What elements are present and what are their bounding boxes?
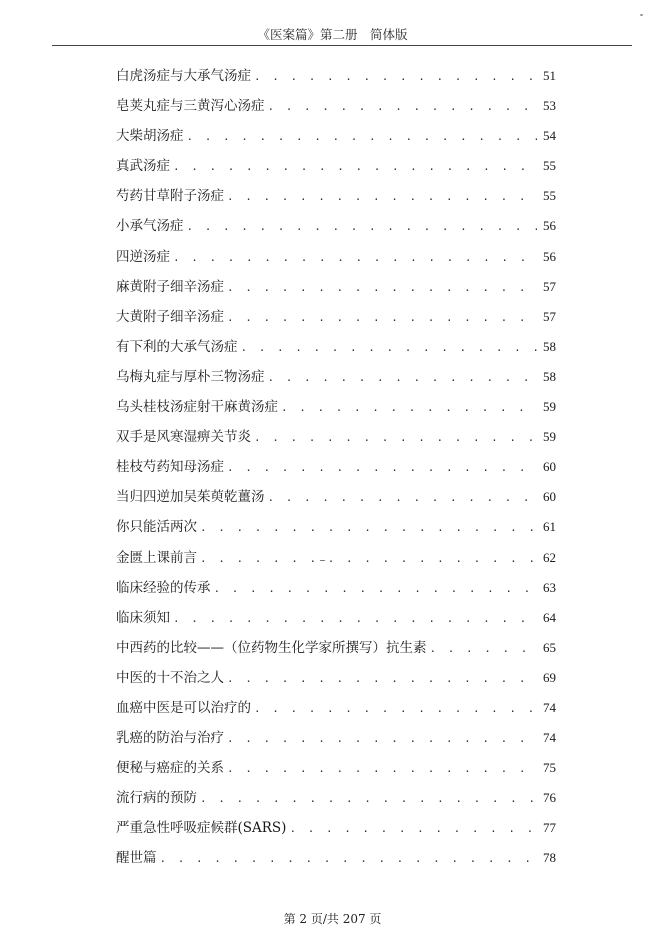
toc-entry-title: 金匮上课前言 xyxy=(116,549,197,566)
toc-entry-page-number: 54 xyxy=(543,128,556,144)
toc-dot-leader xyxy=(268,100,538,113)
toc-dot-leader xyxy=(187,130,538,143)
toc-entry-title: 临床须知 xyxy=(116,609,170,626)
toc-entry-title: 乌梅丸症与厚朴三物汤症 xyxy=(116,368,265,385)
toc-entry-page-number: 74 xyxy=(543,699,556,715)
toc-entry[interactable] xyxy=(116,184,556,214)
toc-entry-title: 当归四逆加吴茱萸乾薑汤 xyxy=(116,489,265,506)
toc-entry-page-number: 76 xyxy=(543,790,556,806)
toc-entry-title: 有下利的大承气汤症 xyxy=(116,338,238,355)
toc-entry[interactable] xyxy=(116,846,556,876)
toc-entry-title: 中西药的比较——（位药物生化学家所撰写）抗生素 xyxy=(116,639,427,656)
toc-entry[interactable] xyxy=(116,546,556,576)
toc-entry-page-number: 55 xyxy=(543,188,556,204)
toc-entry[interactable] xyxy=(116,726,556,756)
toc-dot-leader xyxy=(241,341,538,354)
toc-entry-page-number: 65 xyxy=(543,639,556,655)
toc-dot-leader xyxy=(268,371,538,384)
toc-entry-title: 醒世篇 xyxy=(116,850,157,867)
toc-entry-title: 芍药甘草附子汤症 xyxy=(116,188,224,205)
toc-entry-title: 严重急性呼吸症候群(SARS) xyxy=(116,820,287,837)
toc-dot-leader xyxy=(227,461,537,474)
toc-entry-title: 大柴胡汤症 xyxy=(116,128,184,145)
toc-dot-leader xyxy=(173,251,537,264)
toc-entry[interactable] xyxy=(116,816,556,846)
toc-entry-title: 流行病的预防 xyxy=(116,790,197,807)
toc-dot-leader xyxy=(173,160,537,173)
toc-dot-leader xyxy=(200,552,537,565)
toc-entry[interactable] xyxy=(116,455,556,485)
toc-entry-page-number: 69 xyxy=(543,669,556,685)
toc-entry-page-number: 56 xyxy=(543,218,556,234)
toc-entry-title: 大黄附子细辛汤症 xyxy=(116,308,224,325)
toc-entry-page-number: 57 xyxy=(543,308,556,324)
toc-entry-page-number: 78 xyxy=(543,850,556,866)
toc-entry[interactable] xyxy=(116,666,556,696)
toc-entry-page-number: 75 xyxy=(543,760,556,776)
toc-dot-leader xyxy=(214,582,538,595)
toc-entry[interactable] xyxy=(116,214,556,244)
toc-entry-title: 临床经验的传承 xyxy=(116,579,211,596)
toc-entry-title: 四逆汤症 xyxy=(116,248,170,265)
page-footer: 第 2 页/共 207 页 xyxy=(283,912,382,926)
toc-entry-page-number: 63 xyxy=(543,579,556,595)
toc-entry[interactable] xyxy=(116,305,556,335)
toc-entry[interactable] xyxy=(116,425,556,455)
toc-dot-leader xyxy=(268,491,538,504)
toc-entry[interactable] xyxy=(116,606,556,636)
toc-entry-title: 乌头桂枝汤症射干麻黄汤症 xyxy=(116,399,278,416)
toc-entry-page-number: 74 xyxy=(543,730,556,746)
toc-dot-leader xyxy=(227,190,537,203)
toc-entry-title: 白虎汤症与大承气汤症 xyxy=(116,68,251,84)
toc-dot-leader xyxy=(227,732,537,745)
toc-entry-page-number: 53 xyxy=(543,98,556,114)
toc-entry-title: 桂枝芍药知母汤症 xyxy=(116,459,224,476)
toc-dot-leader xyxy=(254,702,537,715)
toc-dot-leader xyxy=(227,672,537,685)
toc-entry-page-number: 55 xyxy=(543,158,556,174)
toc-dot-leader xyxy=(227,281,537,294)
toc-entry[interactable] xyxy=(116,124,556,154)
toc-entry-title: 皂荚丸症与三黄泻心汤症 xyxy=(116,98,265,115)
toc-entry[interactable] xyxy=(116,275,556,305)
toc-dot-leader xyxy=(187,220,538,233)
toc-entry-title: 血癌中医是可以治疗的 xyxy=(116,699,251,716)
toc-entry-title: 乳癌的防治与治疗 xyxy=(116,730,224,747)
toc-entry[interactable] xyxy=(116,154,556,184)
toc-entry-title: 真武汤症 xyxy=(116,158,170,175)
toc-entry[interactable] xyxy=(116,485,556,515)
scan-speck xyxy=(320,560,325,561)
toc-dot-leader xyxy=(173,612,537,625)
toc-entry-title: 便秘与癌症的关系 xyxy=(116,760,224,777)
toc-entry-title: 双手是风寒湿痹关节炎 xyxy=(116,429,251,446)
toc-entry[interactable] xyxy=(116,395,556,425)
toc-entry[interactable] xyxy=(116,245,556,275)
toc-dot-leader xyxy=(281,401,537,414)
toc-dot-leader xyxy=(289,822,537,835)
toc-dot-leader xyxy=(227,762,537,775)
table-of-contents xyxy=(116,64,556,877)
toc-entry[interactable] xyxy=(116,515,556,545)
toc-entry-page-number: 60 xyxy=(543,459,556,475)
toc-entry[interactable] xyxy=(116,696,556,726)
header-divider xyxy=(52,45,632,46)
scan-speck xyxy=(640,14,643,16)
toc-entry-page-number: 56 xyxy=(543,248,556,264)
toc-dot-leader xyxy=(430,642,538,655)
toc-entry-page-number: 58 xyxy=(543,338,556,354)
toc-dot-leader xyxy=(227,311,537,324)
toc-dot-leader xyxy=(254,70,537,83)
toc-entry-title: 你只能活两次 xyxy=(116,519,197,536)
toc-dot-leader xyxy=(160,852,538,865)
toc-entry[interactable] xyxy=(116,64,556,94)
toc-entry-page-number: 51 xyxy=(543,68,556,83)
toc-entry-title: 小承气汤症 xyxy=(116,218,184,235)
toc-entry[interactable] xyxy=(116,636,556,666)
toc-entry-page-number: 77 xyxy=(543,820,556,836)
toc-dot-leader xyxy=(200,521,537,534)
toc-entry-page-number: 60 xyxy=(543,489,556,505)
toc-entry[interactable] xyxy=(116,576,556,606)
toc-entry-title: 麻黄附子细辛汤症 xyxy=(116,278,224,295)
toc-entry-page-number: 58 xyxy=(543,368,556,384)
toc-dot-leader xyxy=(200,792,537,805)
toc-entry[interactable] xyxy=(116,335,556,365)
toc-dot-leader xyxy=(254,431,537,444)
toc-entry[interactable] xyxy=(116,94,556,124)
toc-entry-page-number: 57 xyxy=(543,278,556,294)
toc-entry-page-number: 64 xyxy=(543,609,556,625)
toc-entry-title: 中医的十不治之人 xyxy=(116,669,224,686)
toc-entry-page-number: 59 xyxy=(543,399,556,415)
toc-entry-page-number: 61 xyxy=(543,519,556,535)
toc-entry[interactable] xyxy=(116,786,556,816)
toc-entry-page-number: 62 xyxy=(543,549,556,565)
toc-entry[interactable] xyxy=(116,756,556,786)
running-header: 《医案篇》第二册 简体版 xyxy=(257,27,408,42)
toc-entry[interactable] xyxy=(116,365,556,395)
toc-entry-page-number: 59 xyxy=(543,429,556,445)
